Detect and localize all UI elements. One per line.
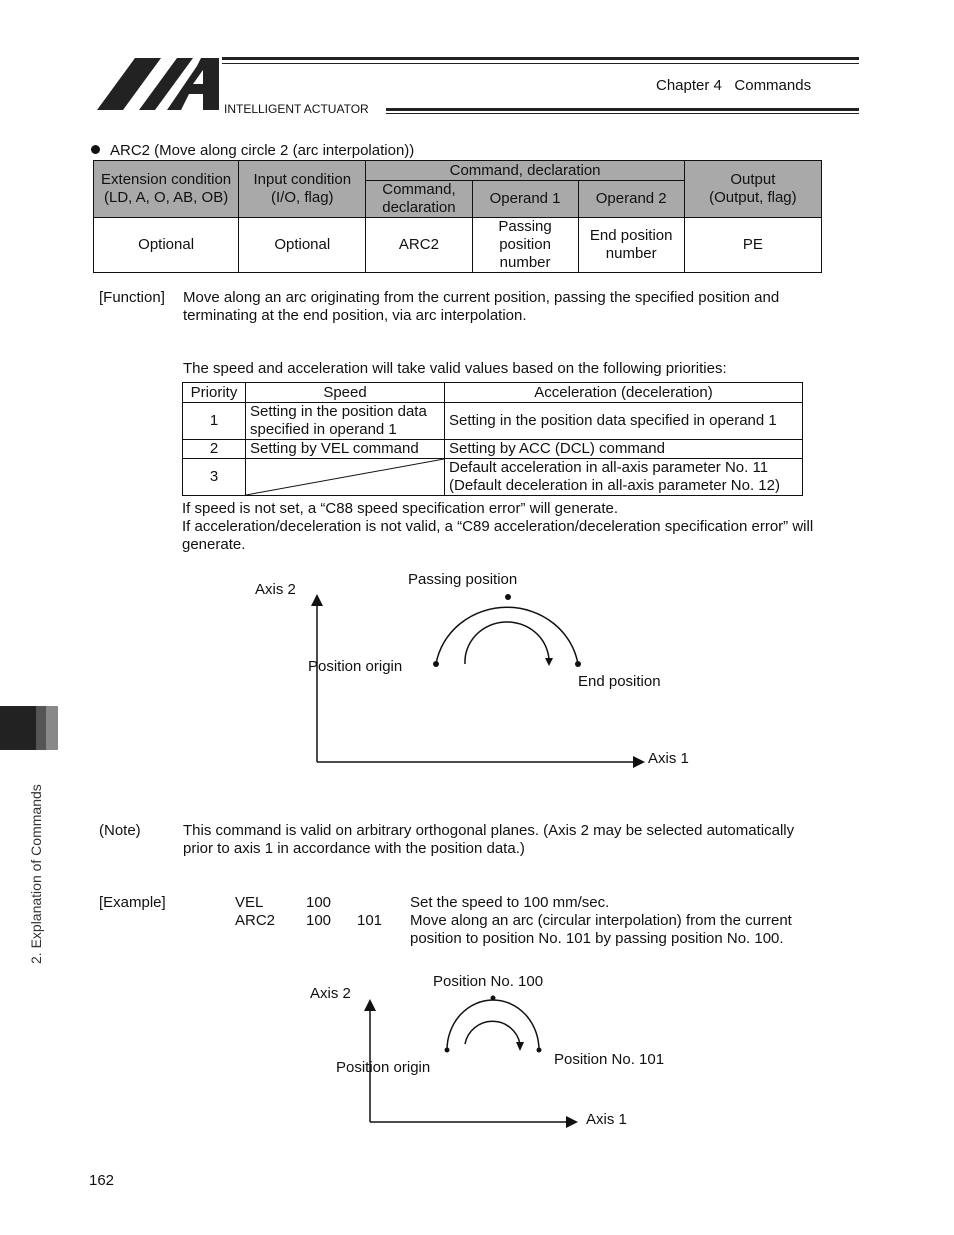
header-rule (386, 113, 859, 114)
error-notes: If speed is not set, a “C88 speed specification error” will generate. If acceleration/deceleration is not valid, a “C89 acceleration/deceleration specification error” will generate. (182, 500, 814, 553)
acceleration-value: Default acceleration in all-axis parameter No. 11 (Default deceleration in all-axis parameter No. 12) (445, 459, 803, 496)
priority-value: 2 (183, 440, 246, 459)
note-label: (Note) (99, 822, 141, 839)
chapter-number: Chapter 4 (656, 77, 722, 94)
side-tab-block (36, 706, 46, 750)
cell-command: ARC2 (366, 218, 472, 273)
axis-2-label: Axis 2 (310, 985, 351, 1002)
position-origin-label: Position origin (336, 1059, 431, 1076)
header-rule (386, 108, 859, 111)
priority-intro: The speed and acceleration will take valid values based on the following priorities: (183, 360, 727, 377)
header-operand-1: Operand 1 (472, 181, 578, 218)
axis-1-label: Axis 1 (648, 750, 689, 767)
header-operand-2: Operand 2 (578, 181, 684, 218)
side-tab-label: 2. Explanation of Commands (28, 784, 44, 964)
example-op2: 101 (357, 912, 383, 929)
example-cmd: ARC2 (235, 912, 276, 929)
side-tab-block (0, 706, 36, 750)
end-position-label: End position (578, 673, 661, 690)
function-text: Move along an arc originating from the current position, passing the specified position and terminating at the end position, via arc interpolation. (183, 289, 780, 324)
bullet-icon (91, 145, 100, 154)
header-command-declaration: Command, declaration (366, 161, 684, 181)
iai-logo (97, 58, 220, 110)
position-100-label: Position No. 100 (433, 973, 544, 990)
axis-2-label: Axis 2 (255, 581, 296, 598)
chapter-title: Commands (734, 77, 812, 94)
cell-output: PE (684, 218, 821, 273)
header-priority: Priority (183, 383, 246, 403)
command-table (93, 160, 822, 273)
note-text: This command is valid on arbitrary orthogonal planes. (Axis 2 may be selected automatically prior to axis 1 in accordance with the position data.) (183, 822, 795, 857)
header-rule (222, 57, 859, 60)
diagonal-strike (246, 459, 444, 495)
passing-position-label: Passing position (408, 571, 518, 588)
example-desc: Move along an arc (circular interpolation) from the current (410, 912, 792, 929)
cell-operand-2: End position number (578, 218, 684, 273)
example-desc: Set the speed to 100 mm/sec. (410, 894, 610, 911)
acceleration-value: Setting by ACC (DCL) command (445, 440, 803, 459)
page-number: 162 (89, 1172, 115, 1189)
cell-operand-1: Passing position number (472, 218, 578, 273)
example-desc-continued: position to position No. 101 by passing position No. 100. (410, 930, 784, 947)
header-output: Output (Output, flag) (684, 161, 821, 218)
header-rule (222, 63, 859, 64)
header-extension-condition: Extension condition (LD, A, O, AB, OB) (94, 161, 239, 218)
header-input-condition: Input condition (I/O, flag) (239, 161, 366, 218)
example-op1: 100 (306, 894, 332, 911)
header-acceleration: Acceleration (deceleration) (445, 383, 803, 403)
company-name: INTELLIGENT ACTUATOR (224, 102, 369, 116)
chapter-label (656, 77, 811, 94)
header-speed: Speed (246, 383, 445, 403)
header-command: Command, declaration (366, 181, 472, 218)
speed-value: Setting in the position data specified in operand 1 (246, 403, 445, 440)
priority-table (182, 382, 803, 496)
example-cmd: VEL (235, 894, 264, 911)
acceleration-value: Setting in the position data specified in operand 1 (445, 403, 803, 440)
position-origin-label: Position origin (308, 658, 403, 675)
speed-value-empty (246, 459, 445, 496)
priority-value: 3 (183, 459, 246, 496)
axis-1-label: Axis 1 (586, 1111, 627, 1128)
example-op1: 100 (306, 912, 332, 929)
cell-input: Optional (239, 218, 366, 273)
side-tab-block (46, 706, 58, 750)
position-101-label: Position No. 101 (554, 1051, 665, 1068)
section-title: ARC2 (Move along circle 2 (arc interpolation)) (110, 142, 415, 159)
priority-value: 1 (183, 403, 246, 440)
example-label: [Example] (99, 894, 166, 911)
cell-extension: Optional (94, 218, 239, 273)
speed-value: Setting by VEL command (246, 440, 445, 459)
function-label: [Function] (99, 289, 165, 306)
